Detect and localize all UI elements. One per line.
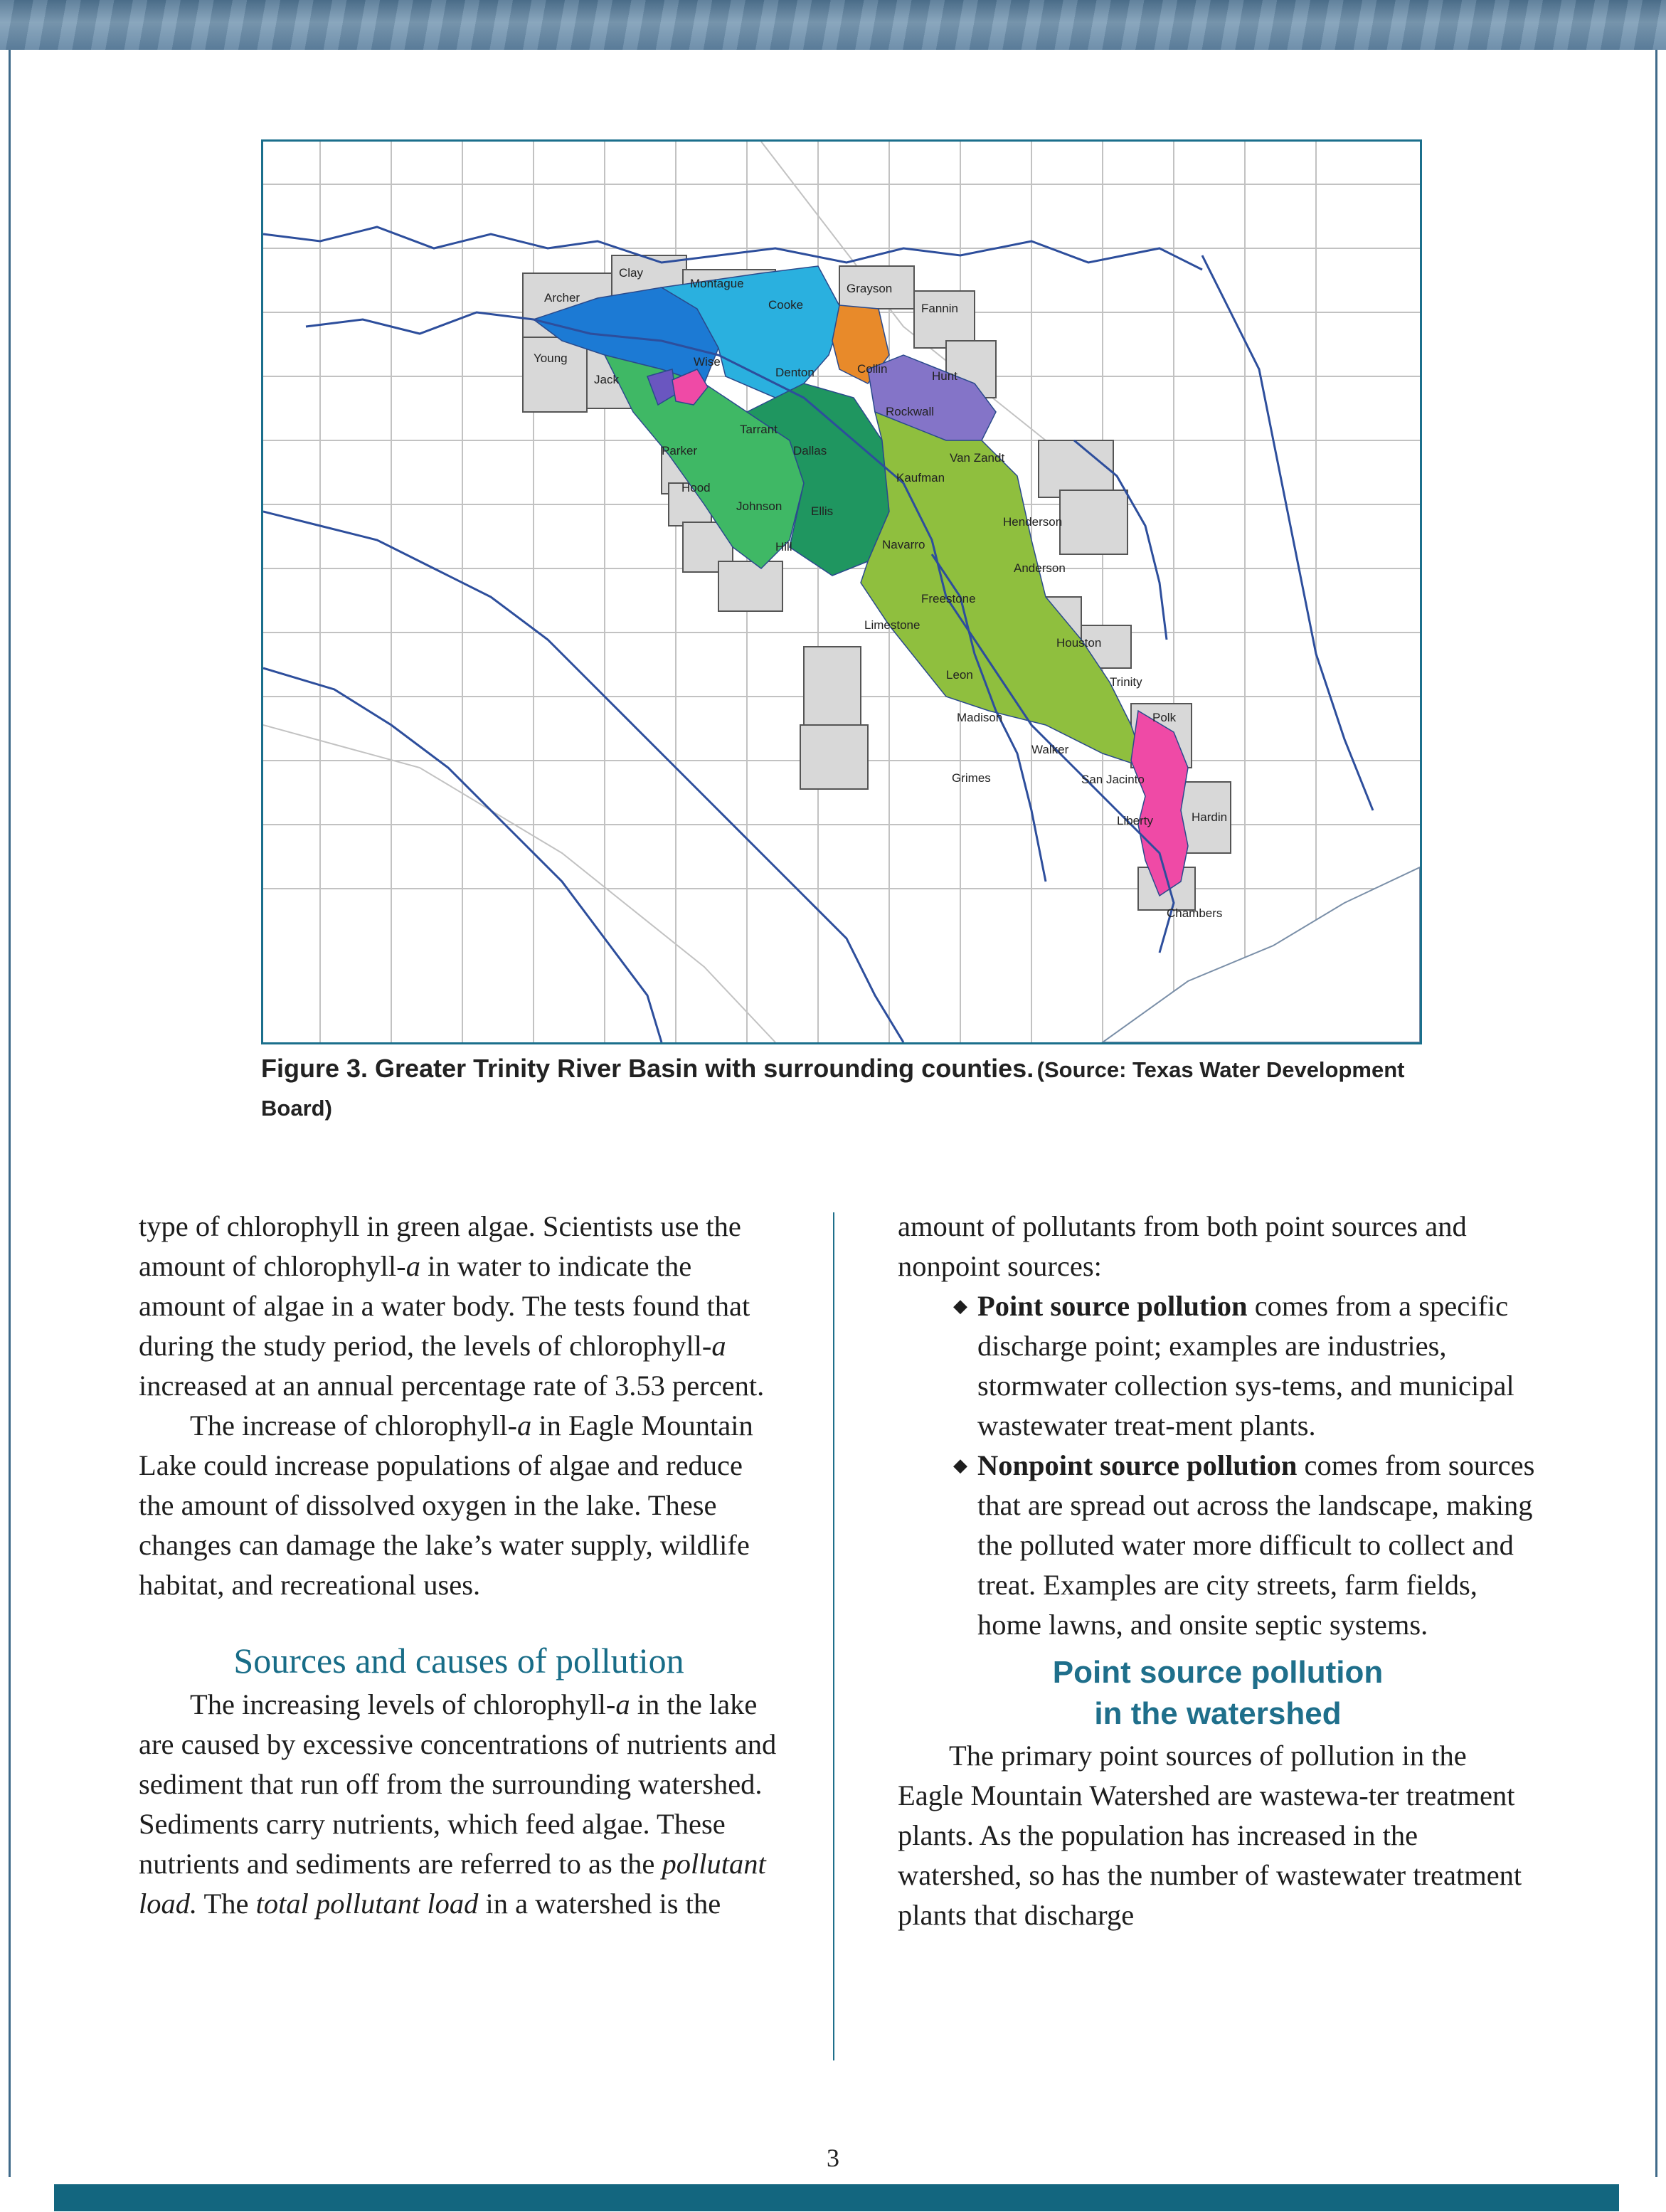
county-label: Dallas [793, 444, 827, 457]
county-label: Denton [775, 366, 815, 379]
county-label: San Jacinto [1081, 773, 1145, 786]
county-label: Parker [662, 444, 698, 457]
county-label: Henderson [1003, 515, 1063, 529]
right-column [898, 1207, 1538, 1935]
county-label: Madison [957, 711, 1003, 724]
county-label: Wise [694, 355, 721, 369]
county-label: Hood [681, 481, 711, 494]
county-label: Grayson [847, 282, 893, 295]
county-label: Houston [1056, 636, 1102, 650]
county-label: Rockwall [886, 405, 935, 418]
frame-left-border [9, 50, 11, 2177]
paragraph: type of chlorophyll in green algae. Scientists use the amount of chlorophyll-a in water to indicate the amount of algae in a water body. The tests found that during the study period, the levels of chlorophyll-a increased at an annual percentage rate of 3.53 percent. [139, 1210, 765, 1402]
county-label: Walker [1031, 743, 1069, 756]
county-label: Liberty [1117, 814, 1154, 827]
diamond-bullet-icon: ◆ [953, 1455, 967, 1476]
top-banner [0, 0, 1666, 50]
county-label: Navarro [882, 538, 925, 551]
county-label: Kaufman [896, 471, 945, 485]
county-label: Grimes [952, 771, 991, 785]
county-label: Freestone [921, 592, 976, 605]
trinity-basin-map [261, 139, 1422, 1044]
county-label: Archer [544, 291, 580, 305]
county-label: Trinity [1110, 675, 1142, 689]
county-label: Cooke [768, 298, 804, 312]
map-svg [263, 142, 1420, 1042]
paragraph: The increase of chlorophyll-a in Eagle Mountain Lake could increase populations of algae and reduce the amount of dissolved oxygen in the lake. These changes can damage the lake’s water supply, wildlife habitat, and recreational uses. [139, 1409, 753, 1601]
county-label: Tarrant [740, 423, 778, 436]
column-divider [833, 1212, 834, 2060]
county-label: Collin [857, 362, 888, 376]
county-label: Hunt [932, 369, 957, 383]
county-label: Anderson [1014, 561, 1066, 575]
footer-bar [54, 2184, 1619, 2211]
paragraph: amount of pollutants from both point sources and nonpoint sources: [898, 1210, 1467, 1282]
county-label: Jack [594, 373, 619, 386]
county-label: Ellis [811, 504, 834, 518]
left-column [139, 1207, 779, 1924]
page-number: 3 [827, 2144, 839, 2172]
paragraph: The increasing levels of chlorophyll-a in the lake are caused by excessive concentrations of nutrients and sediment that run off from the surrounding watershed. Sediments carry nutrients, which feed algae. These nutrients and sediments are referred to as the pollutant load. The total pollutant load in a watershed is the [139, 1688, 777, 1920]
diamond-bullet-icon: ◆ [953, 1296, 967, 1316]
section-heading: Sources and causes of pollution [233, 1641, 684, 1681]
figure-caption [261, 1052, 1428, 1130]
county-label: Hill [775, 540, 792, 554]
county-label: Limestone [864, 618, 920, 632]
county-label: Chambers [1167, 906, 1223, 920]
county-label: Johnson [736, 499, 782, 513]
county-label: Hardin [1192, 810, 1228, 824]
county-label: Van Zandt [950, 451, 1005, 465]
county-label: Young [534, 351, 568, 365]
bullet-list [898, 1286, 1538, 1645]
county-label: Clay [619, 266, 644, 280]
paragraph: The primary point sources of pollution in the Eagle Mountain Watershed are wastewa-ter treatment plants. As the population has increased in the watershed, so has the number of wastewater treatment plants that discharge [898, 1740, 1522, 1931]
county-label: Leon [946, 668, 973, 682]
section-heading: Point source pollution in the watershed [1052, 1655, 1384, 1731]
caption-title: Figure 3. Greater Trinity River Basin with surrounding counties. [261, 1054, 1034, 1083]
county-label: Montague [690, 277, 744, 290]
frame-right-border [1655, 50, 1657, 2177]
caption-source: (Source: Texas Water Development Board) [261, 1057, 1405, 1121]
list-item: ◆ Point source pollution comes from a specific discharge point; examples are industries, stormwater collection sys-tems, and municipal wastewater treat-ment plants. [977, 1286, 1538, 1446]
county-label: Polk [1152, 711, 1177, 724]
county-label: Fannin [921, 302, 958, 315]
list-item: ◆ Nonpoint source pollution comes from sources that are spread out across the landscape, making the polluted water more difficult to collect and treat. Examples are city streets, farm fields, home lawns, and onsite septic systems. [977, 1446, 1538, 1645]
